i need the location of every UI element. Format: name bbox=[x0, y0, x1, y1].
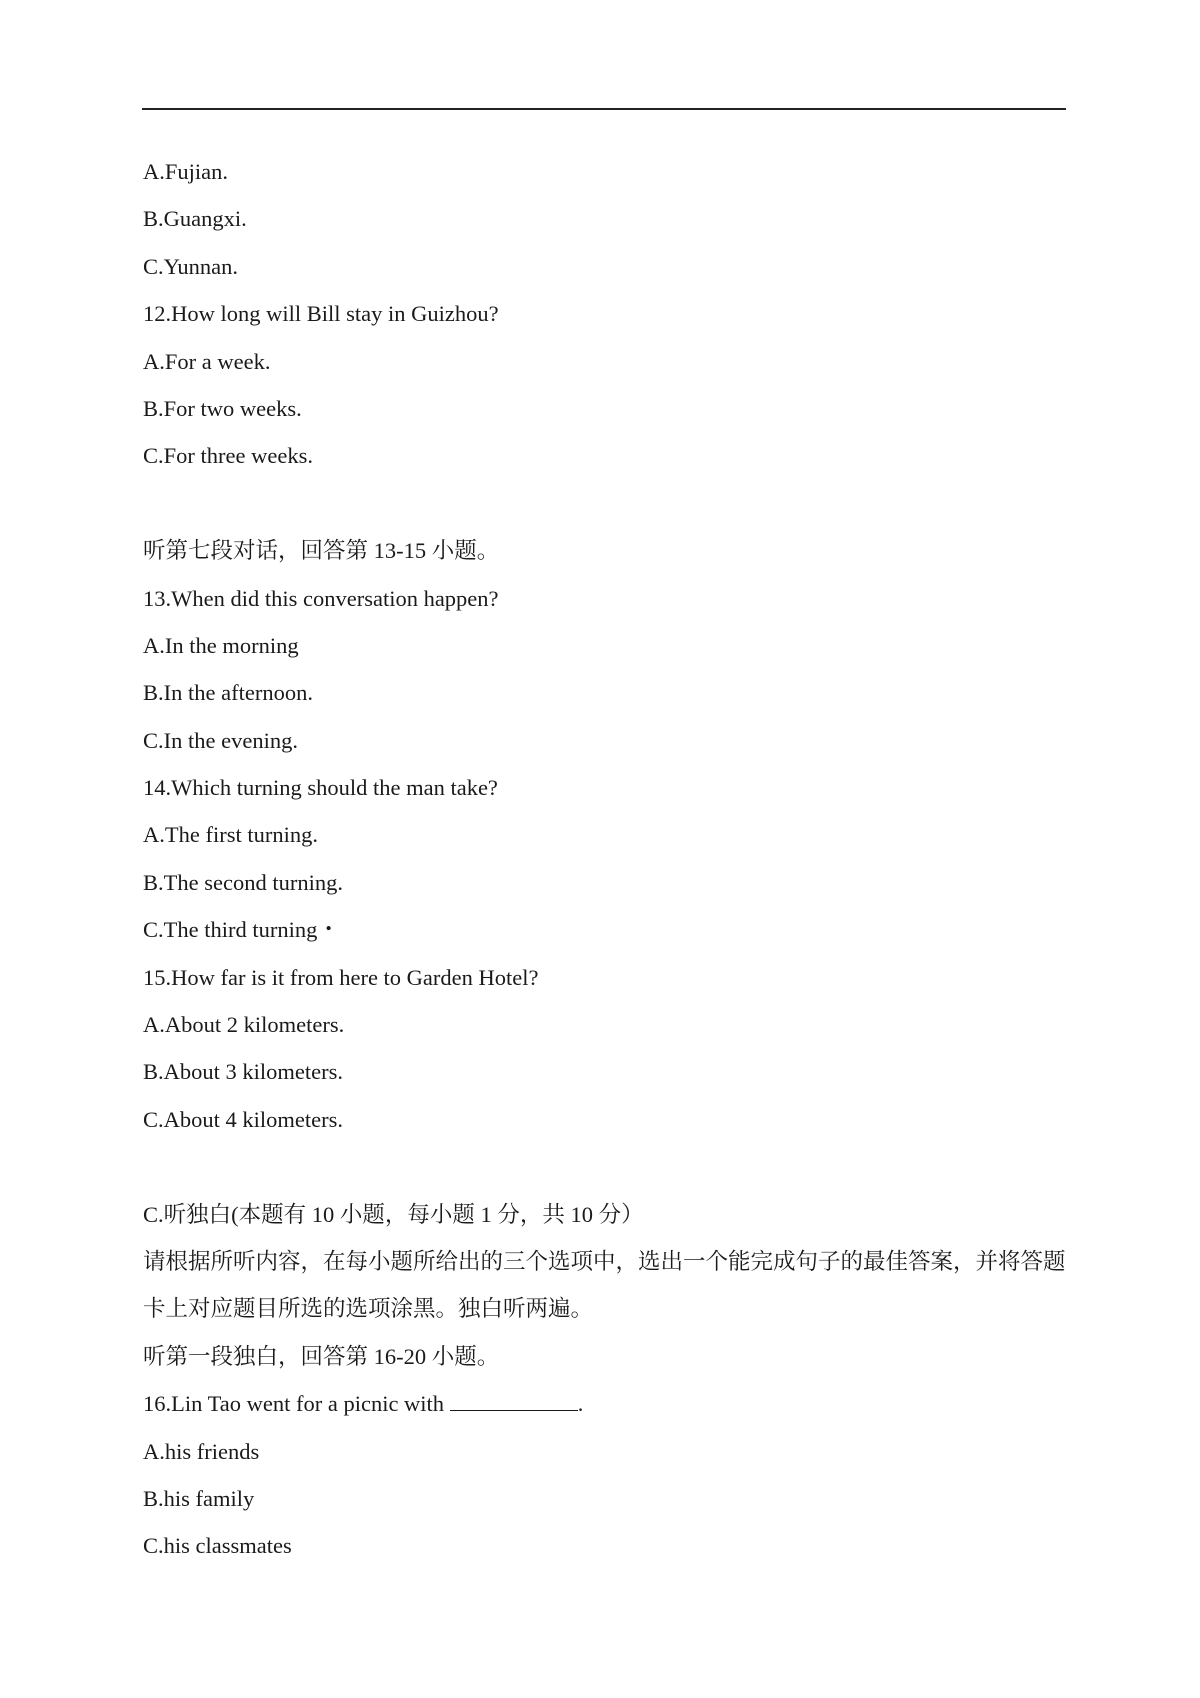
q15-option-c: C.About 4 kilometers. bbox=[143, 1106, 343, 1132]
q13-option-a: A.In the morning bbox=[143, 632, 299, 658]
q14-option-b: B.The second turning. bbox=[143, 869, 343, 895]
q12-question: 12.How long will Bill stay in Guizhou? bbox=[143, 301, 499, 327]
part-c-heading: C.听独白(本题有 10 小题，每小题 1 分，共 10 分） bbox=[143, 1201, 644, 1227]
monologue1-intro: 听第一段独白，回答第 16-20 小题。 bbox=[143, 1343, 500, 1369]
section-gap bbox=[143, 1143, 1068, 1190]
q13-question: 13.When did this conversation happen? bbox=[143, 585, 499, 611]
exam-page bbox=[143, 148, 1068, 1570]
q12-option-b: B.For two weeks. bbox=[143, 395, 302, 421]
q16-question-end: . bbox=[577, 1391, 584, 1417]
q15-question: 15.How far is it from here to Garden Hotel? bbox=[143, 964, 539, 990]
answer-blank bbox=[450, 1392, 578, 1411]
section-gap bbox=[143, 480, 1068, 527]
q15-option-a: A.About 2 kilometers. bbox=[143, 1012, 345, 1038]
q14-option-c: C.The third turning・ bbox=[143, 917, 340, 943]
q15-option-b: B.About 3 kilometers. bbox=[143, 1059, 343, 1085]
q13-option-c: C.In the evening. bbox=[143, 727, 298, 753]
q13-option-b: B.In the afternoon. bbox=[143, 680, 313, 706]
q11-option-a: A.Fujian. bbox=[143, 159, 229, 184]
q14-option-a: A.The first turning. bbox=[143, 822, 318, 848]
q16-question bbox=[143, 1380, 1068, 1427]
q14-question: 14.Which turning should the man take? bbox=[143, 775, 498, 801]
q12-option-c: C.For three weeks. bbox=[143, 443, 313, 469]
part-c-instructions: 请根据所听内容，在每小题所给出的三个选项中，选出一个能完成句子的最佳答案，并将答题卡上对应题目所选的选项涂黑。独白听两遍。 bbox=[143, 1248, 1066, 1322]
q11-option-b: B.Guangxi. bbox=[143, 206, 247, 232]
q16-question-text: 16.Lin Tao went for a picnic with bbox=[143, 1391, 450, 1417]
q12-option-a: A.For a week. bbox=[143, 348, 271, 374]
section7-intro: 听第七段对话，回答第 13-15 小题。 bbox=[143, 538, 500, 564]
q16-option-a: A.his friends bbox=[143, 1438, 260, 1464]
q16-option-c: C.his classmates bbox=[143, 1533, 292, 1559]
q16-option-b: B.his family bbox=[143, 1485, 255, 1511]
header-rule bbox=[142, 108, 1066, 110]
q11-option-c: C.Yunnan. bbox=[143, 253, 238, 279]
